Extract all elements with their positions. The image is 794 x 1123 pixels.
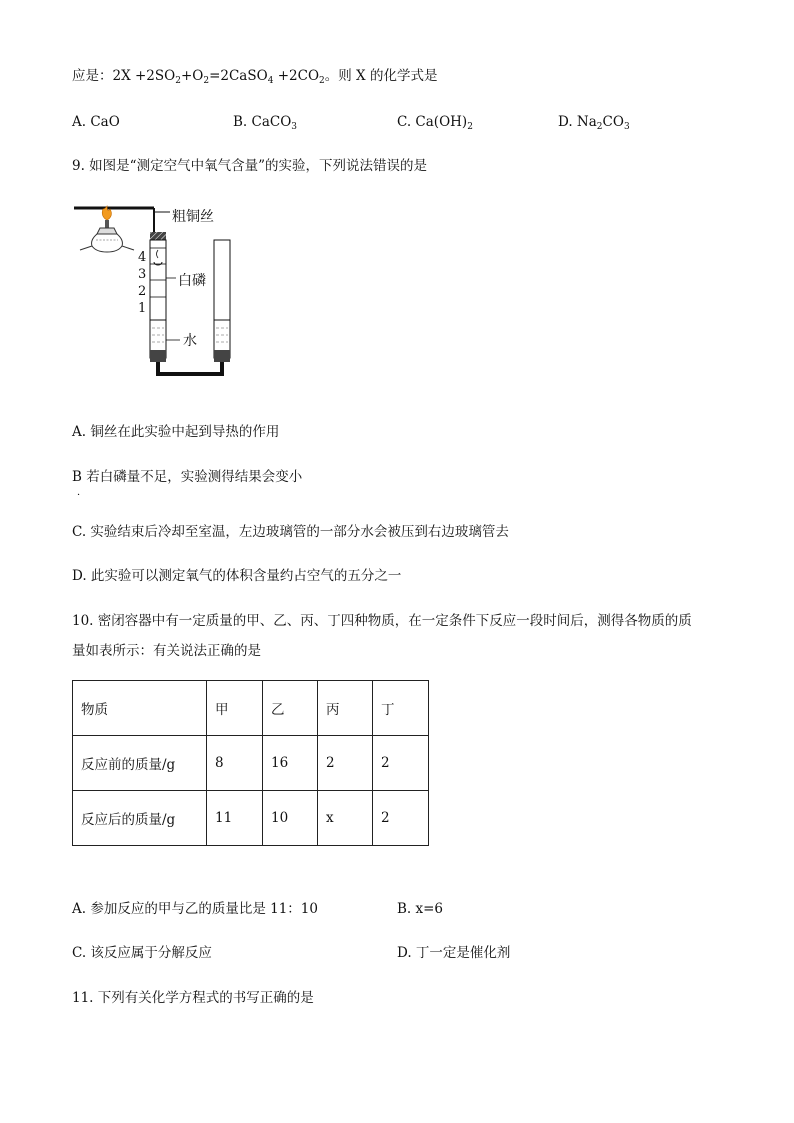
q8-stem: 应是：$2X +2SO_2+O_2=2CaSO_4 +2CO_2$。则 X 的化学式是	[72, 68, 438, 86]
rubber-connector	[158, 362, 222, 374]
apparatus-diagram	[70, 200, 260, 380]
table-cell: 2	[373, 736, 429, 791]
table-header-row	[73, 681, 429, 736]
q9-option-a: A. 铜丝在此实验中起到导热的作用	[72, 424, 280, 440]
q9-stem: 9. 如图是“测定空气中氧气含量”的实验，下列说法错误的是	[72, 158, 427, 174]
table-cell: 8	[207, 736, 263, 791]
table-cell: 丁	[373, 681, 429, 736]
q8-option-d: D. $Na_2CO_3$	[558, 114, 630, 132]
q10-option-c: C. 该反应属于分解反应	[72, 945, 212, 961]
left-glass-tube	[150, 232, 166, 362]
table-cell: 甲	[207, 681, 263, 736]
scale-mark-3: 3	[138, 267, 147, 282]
q9-option-b: B 若白磷量不足，实验测得结果会变小	[72, 469, 303, 485]
alcohol-lamp-icon	[80, 206, 134, 252]
table-cell: 16	[263, 736, 318, 791]
table-cell: 反应前的质量/g	[73, 736, 207, 791]
q10-stem-line2: 量如表所示：有关说法正确的是	[72, 643, 261, 659]
right-glass-tube	[214, 240, 230, 362]
q9-option-c: C. 实验结束后冷却至室温，左边玻璃管的一部分水会被压到右边玻璃管去	[72, 524, 509, 540]
table-cell: x	[318, 791, 373, 846]
label-water: 水	[183, 333, 197, 349]
q9-apparatus-figure	[70, 200, 260, 384]
scale-mark-2: 2	[138, 284, 147, 299]
label-copper-wire: 粗铜丝	[172, 209, 214, 225]
label-white-phosphorus: 白磷	[178, 273, 206, 289]
table-cell: 物质	[73, 681, 207, 736]
table-cell: 2	[318, 736, 373, 791]
q10-option-b: B. x=6	[397, 901, 444, 917]
q8-option-b: B. CaCO$_3$	[233, 114, 298, 132]
table-cell: 10	[263, 791, 318, 846]
table-cell: 反应后的质量/g	[73, 791, 207, 846]
q10-option-d: D. 丁一定是催化剂	[397, 945, 511, 961]
table-cell: 乙	[263, 681, 318, 736]
table-row	[73, 736, 429, 791]
table-cell: 丙	[318, 681, 373, 736]
q8-option-a: A. CaO	[72, 114, 120, 130]
scale-mark-4: 4	[138, 250, 147, 265]
table-cell: 11	[207, 791, 263, 846]
q8-option-c: C. $Ca(OH)_2$	[397, 114, 473, 132]
q11-stem: 11. 下列有关化学方程式的书写正确的是	[72, 990, 314, 1006]
q10-option-a: A. 参加反应的甲与乙的质量比是 11：10	[72, 901, 318, 917]
q10-stem-line1: 10. 密闭容器中有一定质量的甲、乙、丙、丁四种物质，在一定条件下反应一段时间后，测得各物质的质	[72, 613, 692, 629]
table-cell: 2	[373, 791, 429, 846]
table-row	[73, 791, 429, 846]
mass-table	[72, 680, 429, 846]
q9-option-b-dot: ．	[77, 487, 87, 498]
q9-option-d: D. 此实验可以测定氧气的体积含量约占空气的五分之一	[72, 568, 402, 584]
scale-mark-1: 1	[138, 301, 147, 316]
